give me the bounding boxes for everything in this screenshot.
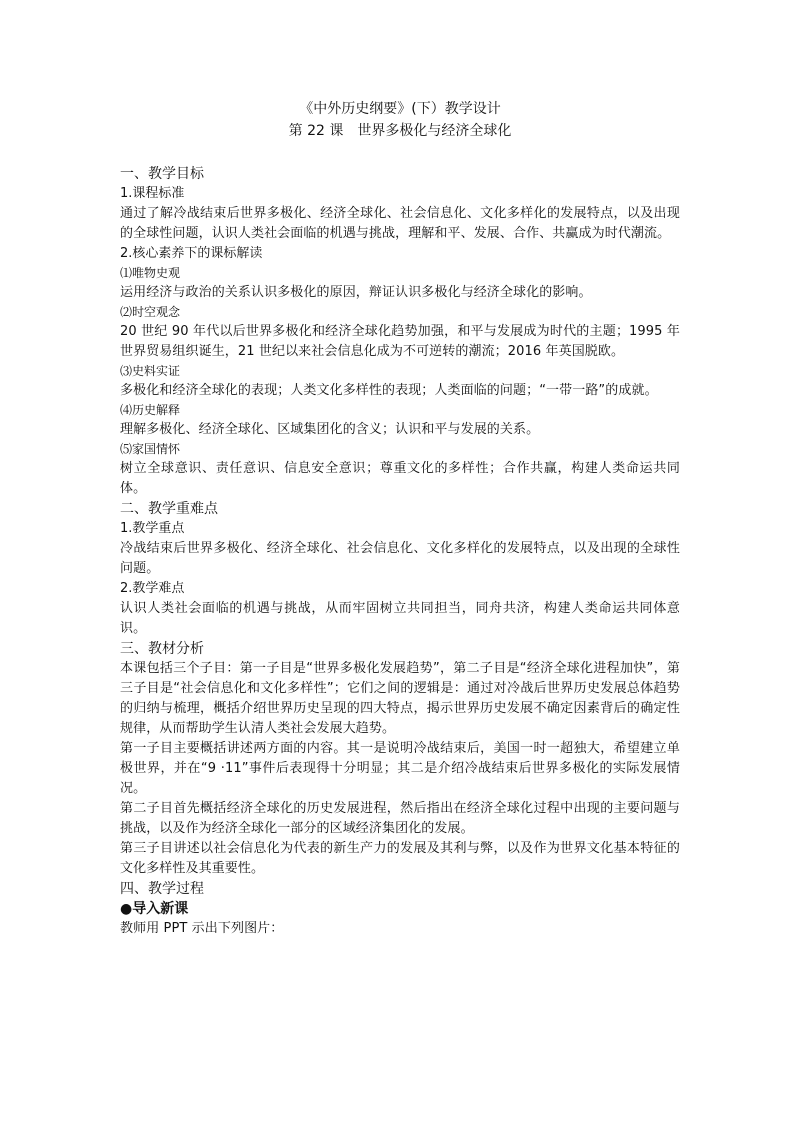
paragraph: 理解多极化、经济全球化、区域集团化的含义；认识和平与发展的关系。 [120, 422, 540, 437]
item-label: ⑴唯物史观 [120, 266, 181, 280]
subsection-heading: 2.核心素养下的课标解读 [120, 246, 263, 261]
paragraph: 运用经济与政治的关系认识多极化的原因，辩证认识多极化与经济全球化的影响。 [120, 285, 592, 300]
paragraph: 20 世纪 90 年代以后世界多极化和经济全球化趋势加强，和平与发展成为时代的主题；1995 年世界贸易组织诞生，21 世纪以来社会信息化成为不可逆转的潮流；2016 年英国脱欧。 [120, 324, 680, 359]
intro-heading: ●导入新课 [120, 901, 189, 917]
section-heading: 四、教学过程 [120, 881, 204, 897]
paragraph: 多极化和经济全球化的表现；人类文化多样性的表现；人类面临的问题；“一带一路”的成就。 [120, 383, 658, 398]
section-heading: 二、教学重难点 [120, 501, 218, 517]
paragraph: 认识人类社会面临的机遇与挑战，从而牢固树立共同担当，同舟共济，构建人类命运共同体意识。 [120, 601, 680, 636]
document-title-line1: 《中外历史纲要》(下）教学设计 [299, 101, 501, 117]
item-label: ⑷历史解释 [120, 403, 181, 417]
item-label: ⑸家国情怀 [120, 442, 181, 456]
paragraph: 冷战结束后世界多极化、经济全球化、社会信息化、文化多样化的发展特点，以及出现的全球性问题。 [120, 541, 680, 576]
subsection-heading: 1.课程标准 [120, 186, 185, 201]
section-heading: 三、教材分析 [120, 641, 204, 657]
item-label: ⑶史料实证 [120, 364, 181, 378]
document-title-line2: 第 22 课 世界多极化与经济全球化 [288, 123, 512, 139]
paragraph: 第二子目首先概括经济全球化的历史发展进程，然后指出在经济全球化过程中出现的主要问题与挑战，以及作为经济全球化一部分的区域经济集团化的发展。 [120, 801, 680, 836]
paragraph: 本课包括三个子目：第一子目是“世界多极化发展趋势”，第二子目是“经济全球化进程加快”，第三子目是“社会信息化和文化多样性”；它们之间的逻辑是：通过对冷战后世界历史发展总体趋势的归纳与梳理，概括介绍世界历史呈现的四大特点，揭示世界历史发展不确定因素背后的确定性规律，从而帮助学生认清人类社会发展大趋势。 [120, 661, 680, 736]
paragraph: 第三子目讲述以社会信息化为代表的新生产力的发展及其利与弊，以及作为世界文化基本特征的文化多样性及其重要性。 [120, 841, 680, 876]
item-label: ⑵时空观念 [120, 305, 181, 319]
section-heading: 一、教学目标 [120, 166, 204, 182]
paragraph: 树立全球意识、责任意识、信息安全意识；尊重文化的多样性；合作共赢，构建人类命运共同体。 [120, 461, 680, 496]
subsection-heading: 2.教学难点 [120, 581, 185, 596]
paragraph: 通过了解冷战结束后世界多极化、经济全球化、社会信息化、文化多样化的发展特点，以及出现的全球性问题，认识人类社会面临的机遇与挑战，理解和平、发展、合作、共赢成为时代潮流。 [120, 206, 680, 241]
paragraph: 第一子目主要概括讲述两方面的内容。其一是说明冷战结束后，美国一时一超独大，希望建立单极世界，并在“9 ·11”事件后表现得十分明显；其二是介绍冷战结束后世界多极化的实际发展情况。 [120, 741, 680, 796]
document-page [120, 98, 680, 939]
paragraph: 教师用 PPT 示出下列图片： [120, 921, 284, 936]
subsection-heading: 1.教学重点 [120, 521, 185, 536]
document-title [120, 98, 680, 142]
